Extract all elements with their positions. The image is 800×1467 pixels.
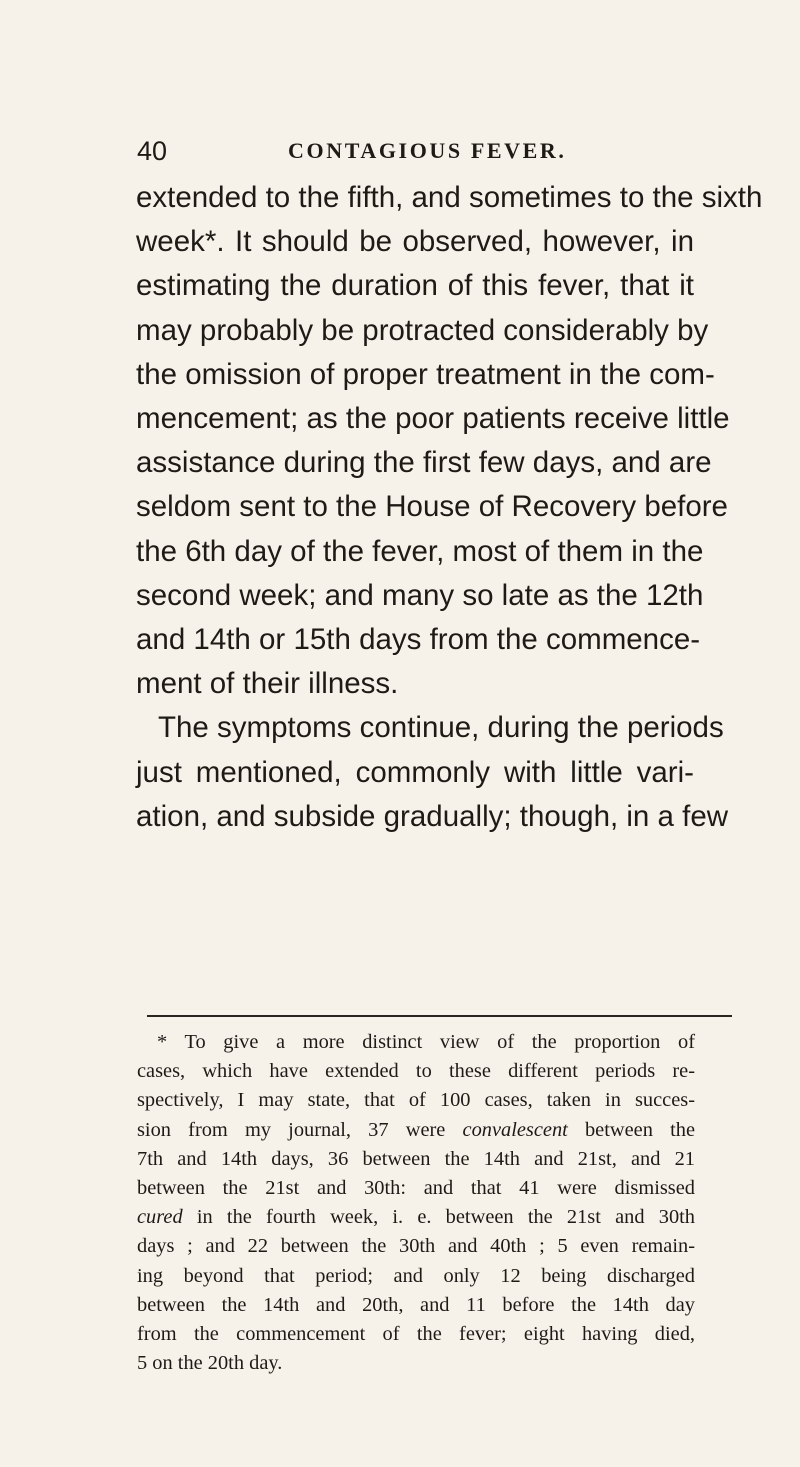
footnote-text: between the [567, 1118, 695, 1141]
text-line: estimating the duration of this fever, that it [136, 269, 694, 303]
footnote-emphasis: convalescent [462, 1118, 568, 1141]
text-line: assistance during the first few days, and are [136, 446, 712, 480]
text-line: ment of their illness. [136, 667, 399, 701]
footnote-line: spectively, I may state, that of 100 cases, taken in succes- [137, 1089, 695, 1112]
footnote-rule [147, 1015, 732, 1017]
main-text [136, 176, 763, 839]
footnote-line: days ; and 22 between the 30th and 40th ; 5 even remain- [137, 1235, 695, 1258]
text-line: week*. It should be observed, however, in [136, 225, 694, 259]
footnote-line: cases, which have extended to these different periods re- [137, 1060, 695, 1083]
text-line: ation, and subside gradually; though, in a few [136, 799, 729, 833]
text-line: and 14th or 15th days from the commence- [136, 623, 701, 657]
footnote-line: * To give a more distinct view of the proportion of [157, 1031, 695, 1053]
text-line: just mentioned, commonly with little vari- [136, 755, 694, 789]
page-number: 40 [137, 136, 168, 166]
footnote-emphasis: cured [137, 1206, 183, 1229]
footnote-line: between the 14th and 20th, and 11 before the 14th day [137, 1293, 695, 1316]
text-line: mencement; as the poor patients receive little [136, 402, 730, 436]
text-line: may probably be protracted considerably by [136, 313, 709, 347]
footnote-line [137, 1116, 695, 1145]
footnote-line: ing beyond that period; and only 12 being discharged [137, 1264, 695, 1287]
footnote-line: between the 21st and 30th: and that 41 were dismissed [137, 1177, 695, 1200]
text-line: seldom sent to the House of Recovery before [136, 490, 728, 524]
footnote-text: sion from my journal, 37 were [137, 1118, 463, 1141]
footnote-line: from the commencement of the fever; eight having died, [137, 1323, 695, 1346]
text-line: second week; and many so late as the 12th [136, 578, 704, 612]
text-line: extended to the fifth, and sometimes to the sixth [136, 181, 763, 214]
footnote-line: 5 on the 20th day. [137, 1352, 283, 1375]
footnote [137, 1028, 695, 1378]
text-line: the 6th day of the fever, most of them in the [136, 534, 704, 568]
footnote-text: in the fourth week, i. e. between the 21st and 30th [182, 1206, 695, 1229]
text-line: The symptoms continue, during the periods [158, 711, 724, 745]
running-head: CONTAGIOUS FEVER. [288, 138, 567, 163]
footnote-line [137, 1203, 695, 1232]
text-line: the omission of proper treatment in the com- [136, 357, 715, 391]
footnote-line: 7th and 14th days, 36 between the 14th and 21st, and 21 [137, 1147, 695, 1170]
page-header [137, 131, 677, 171]
